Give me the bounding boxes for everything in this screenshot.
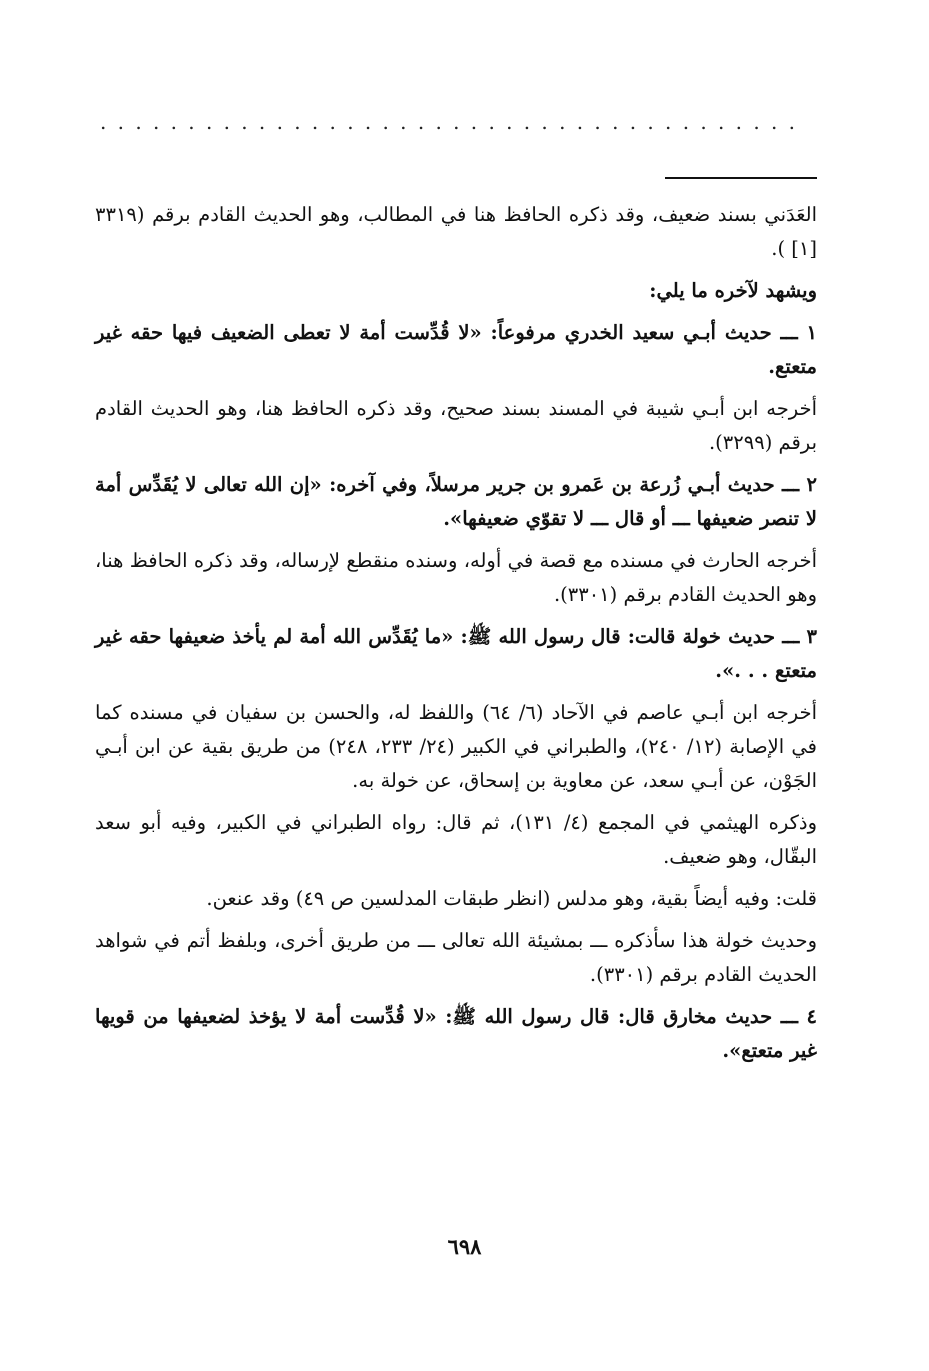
paragraph-6: أخرجه الحارث في مسنده مع قصة في أوله، وسنده منقطع لإرساله، وقد ذكره الحافظ هنا، وهو الحديث القادم برقم (٣٣٠١).	[95, 549, 817, 606]
dotted-separator: ........................................	[100, 112, 807, 132]
footnote-body	[95, 198, 817, 1076]
page-number: ٦٩٨	[447, 1234, 482, 1259]
paragraph-7: ٣ ـــ حديث خولة قالت: قال رسول الله ﷺ: «ما يُقَدِّس الله أمة لم يأخذ ضعيفها حقه غير متعتع . . .».	[95, 625, 817, 682]
paragraph-8: أخرجه ابن أبـي عاصم في الآحاد (٦/ ٦٤) واللفظ له، والحسن بن سفيان في مسنده كما في الإصابة (١٢/ ٢٤٠)، والطبراني في الكبير (٢٤/ ٢٣٣، ٢٤٨) من طريق بقية عن ابن أبـي الجَوْن، عن أبـي سعد، عن معاوية بن إسحاق، عن خولة به.	[95, 701, 817, 792]
footnote-rule	[665, 177, 817, 179]
paragraph-5: ٢ ـــ حديث أبـي زُرعة بن عَمرو بن جرير مرسلاً، وفي آخره: «إن الله تعالى لا يُقَدِّس أمة لا تنصر ضعيفها ـــ أو قال ـــ لا تقوّي ضعيفها».	[95, 473, 817, 530]
paragraph-10: قلت: وفيه أيضاً بقية، وهو مدلس (انظر طبقات المدلسين ص ٤٩) وقد عنعن.	[206, 887, 817, 910]
paragraph-3: ١ ـــ حديث أبـي سعيد الخدري مرفوعاً: «لا قُدِّست أمة لا تعطى الضعيف فيها حقه غير متعتع.	[95, 321, 817, 378]
paragraph-2: ويشهد لآخره ما يلي:	[649, 279, 817, 302]
paragraph-9: وذكره الهيثمي في المجمع (٤/ ١٣١)، ثم قال: رواه الطبراني في الكبير، وفيه أبو سعد البقّال، وهو ضعيف.	[95, 811, 817, 868]
paragraph-12: ٤ ـــ حديث مخارق قال: قال رسول الله ﷺ: «لا قُدِّست أمة لا يؤخذ لضعيفها من قويها غير متعتع».	[95, 1005, 817, 1062]
paragraph-11: وحديث خولة هذا سأذكره ـــ بمشيئة الله تعالى ـــ من طريق أخرى، وبلفظ أتم في شواهد الحديث القادم برقم (٣٣٠١).	[95, 929, 817, 986]
paragraph-4: أخرجه ابن أبـي شيبة في المسند بسند صحيح، وقد ذكره الحافظ هنا، وهو الحديث القادم برقم (٣٢٩٩).	[95, 397, 817, 454]
paragraph-1: العَدَني بسند ضعيف، وقد ذكره الحافظ هنا في المطالب، وهو الحديث القادم برقم (٣٣١٩ [١] ).	[95, 203, 817, 260]
